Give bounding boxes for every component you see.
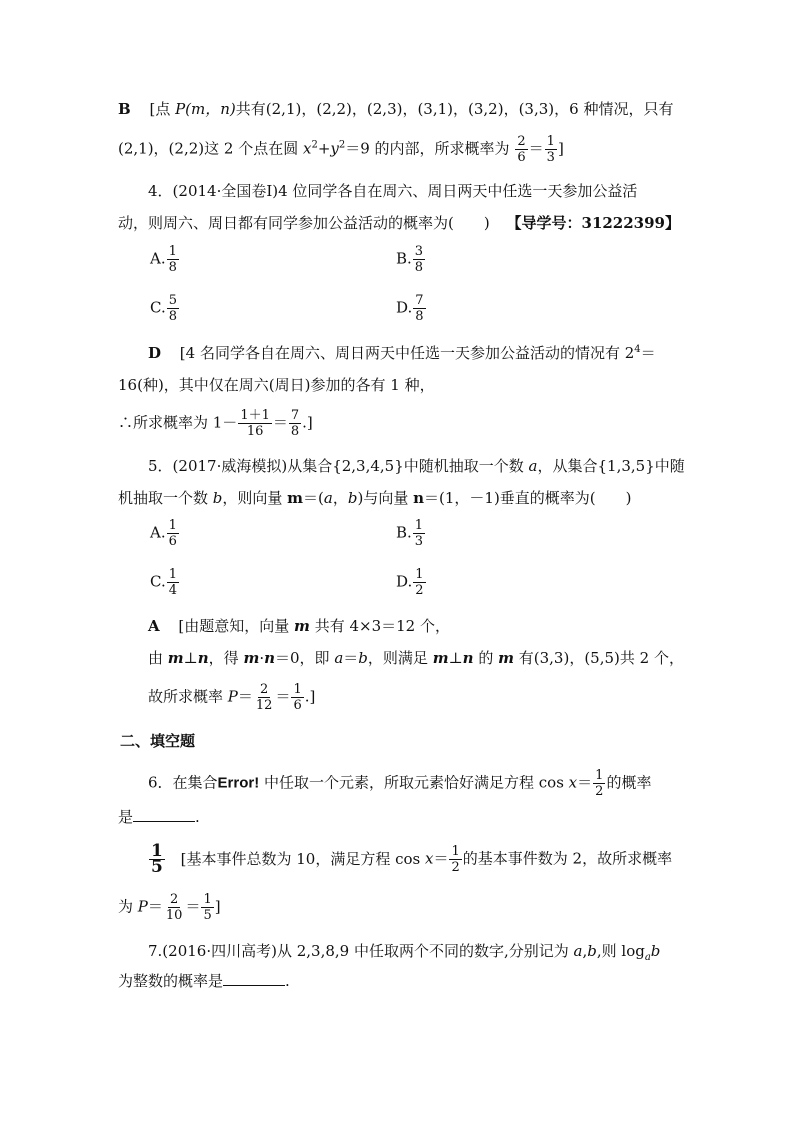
fraction: $\frac{1}{3}$ bbox=[546, 134, 555, 165]
q4-option-d: D. $\frac{7}{8}$ bbox=[396, 293, 424, 324]
q4-answer-line-1: D [4 名同学各自在周六、周日两天中任选一天参加公益活动的情况有 $2^4=$ bbox=[148, 344, 656, 362]
q5-answer-line-1: A [由题意知，向量 m 共有 4×3＝12 个， bbox=[148, 617, 450, 635]
q3-answer-line-1: B [点 P(m，n)共有(2,1)，(2,2)，(2,3)，(3,1)，(3,2)，(3,3)，6 种情况，只有 bbox=[118, 100, 674, 118]
q7-stem-line-2: 为整数的概率是 . bbox=[118, 972, 290, 990]
q6-stem-line-2: 是 . bbox=[118, 808, 200, 826]
section-title: 二、填空题 bbox=[120, 732, 196, 750]
q4-option-c: C. $\frac{5}{8}$ bbox=[150, 293, 177, 324]
answer-fraction: $\frac{1}{5}$ bbox=[151, 841, 163, 877]
q3-answer-line-2: (2,1)，(2,2)这 2 个点在圆 $x^2+y^2=9$ 的内部，所求概率为 $\frac{2}{6}$ ＝ $\frac{1}{3}$ ] bbox=[118, 134, 564, 165]
q5-stem-line-1: 5．(2017·威海模拟)从集合{2,3,4,5}中随机抽取一个数 a，从集合{1,3,5}中随 bbox=[148, 457, 685, 475]
q4-answer-line-3: ∴所求概率为 1－ $\frac{1+1}{16}$ ＝ $\frac{7}{8}$ .] bbox=[118, 408, 313, 439]
answer-letter: D bbox=[148, 344, 162, 362]
answer-letter: A bbox=[148, 617, 160, 635]
answer-blank bbox=[133, 807, 195, 822]
q6-answer-line-1: $\frac{1}{5}$ [基本事件总数为 10，满足方程 cos x＝ $\frac{1}{2}$ 的基本事件数为 2，故所求概率 bbox=[151, 841, 673, 877]
q4-option-b: B. $\frac{3}{8}$ bbox=[396, 244, 424, 275]
q4-answer-line-2: 16(种)，其中仅在周六(周日)参加的各有 1 种， bbox=[118, 376, 435, 394]
answer-blank bbox=[223, 971, 285, 986]
q6-answer-line-2: 为 P＝ $\frac{2}{10}$ ＝ $\frac{1}{5}$ ] bbox=[118, 892, 221, 923]
fraction: $\frac{2}{6}$ bbox=[517, 134, 526, 165]
q5-option-c: C. $\frac{1}{4}$ bbox=[150, 567, 177, 598]
answer-letter: B bbox=[118, 100, 131, 118]
q5-answer-line-3: 故所求概率 P＝ $\frac{2}{12}$ ＝ $\frac{1}{6}$ .] bbox=[148, 682, 316, 713]
q6-stem-line-1: 6．在集合Error! 中任取一个元素，所取元素恰好满足方程 cos x＝ $\frac{1}{2}$ 的概率 bbox=[148, 768, 652, 799]
q7-stem-line-1: 7.(2016·四川高考)从 2,3,8,9 中任取两个不同的数字,分别记为 a,b,则 $\log_ab$ bbox=[148, 942, 661, 963]
q5-stem-line-2: 机抽取一个数 b，则向量 m＝(a，b)与向量 n＝(1，－1)垂直的概率为( ) bbox=[118, 489, 632, 507]
q4-option-a: A. $\frac{1}{8}$ bbox=[150, 244, 177, 275]
q5-option-b: B. $\frac{1}{3}$ bbox=[396, 518, 424, 549]
q5-option-d: D. $\frac{1}{2}$ bbox=[396, 567, 424, 598]
q4-stem-line-2: 动，则周六、周日都有同学参加公益活动的概率为( ) 【导学号：31222399】 bbox=[118, 214, 680, 232]
reference-number: 【导学号：31222399】 bbox=[506, 214, 680, 232]
q4-stem-line-1: 4．(2014·全国卷Ⅰ)4 位同学各自在周六、周日两天中任选一天参加公益活 bbox=[148, 182, 638, 200]
q5-answer-line-2: 由 m⊥n，得 m·n＝0，即 a＝b，则满足 m⊥n 的 m 有(3,3)，(5,5)共 2 个， bbox=[148, 649, 684, 667]
q5-option-a: A. $\frac{1}{6}$ bbox=[150, 518, 177, 549]
